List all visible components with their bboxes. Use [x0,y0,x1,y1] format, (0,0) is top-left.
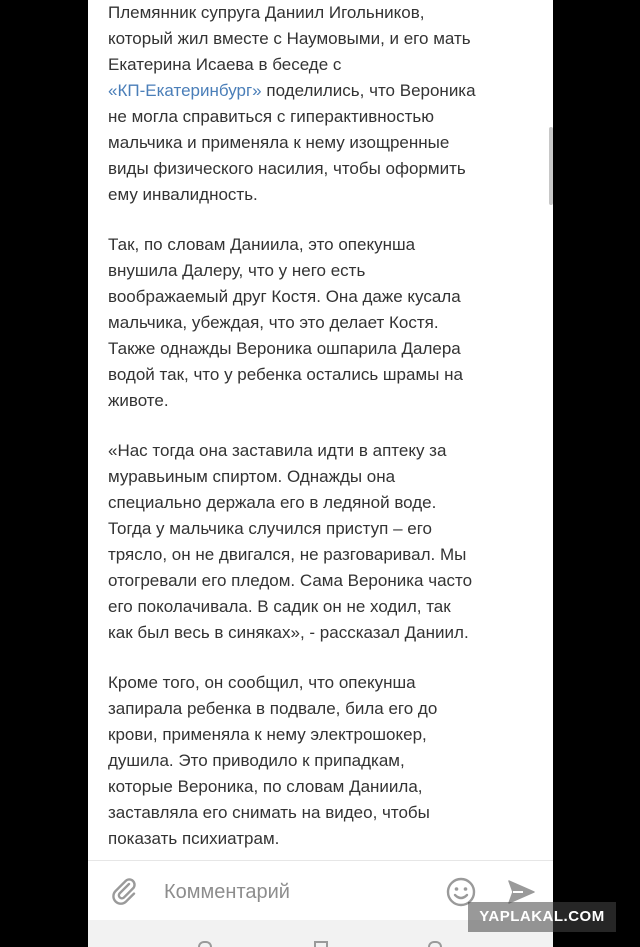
paragraph-2 [108,232,538,414]
text-line: специально держала его в ледяной воде. [108,493,437,512]
text-line: показать психиатрам. [108,829,280,848]
text-line: виды физического насилия, чтобы оформить [108,159,466,178]
back-nav-icon[interactable] [198,941,212,947]
text-line: как был весь в синяках», - рассказал Даниил. [108,623,469,642]
paragraph-3 [108,438,538,646]
paperclip-icon[interactable] [108,875,140,907]
text-line: не могла справиться с гиперактивностью [108,107,435,126]
text-line: муравьиным спиртом. Однажды она [108,467,396,486]
text-line: Также однажды Вероника ошпарила Далера [108,339,461,358]
home-nav-icon[interactable] [314,941,328,947]
text-line: Тогда у мальчика случился приступ – его [108,519,432,538]
recent-apps-nav-icon[interactable] [428,941,442,947]
text-line: который жил вместе с Наумовыми, и его мать [108,29,471,48]
screen [88,0,553,947]
article-body [108,0,538,876]
text-line: его поколачивала. В садик он не ходил, так [108,597,451,616]
text-line: мальчика, убеждая, что это делает Костя. [108,313,439,332]
text-line: животе. [108,391,169,410]
source-link[interactable]: «КП-Екатеринбург» [108,81,262,100]
text-line: воображаемый друг Костя. Она даже кусала [108,287,461,306]
text-line: Так, по словам Даниила, это опекунша [108,235,416,254]
text-line: водой так, что у ребенка остались шрамы на [108,365,463,384]
text-line: трясло, он не двигался, не разговаривал. Мы [108,545,467,564]
text-line: мальчика и применяла к нему изощренные [108,133,450,152]
text-line: отогревали его пледом. Сама Вероника часто [108,571,473,590]
comment-input[interactable] [162,876,436,908]
link-tail-text: поделились, что Вероника [261,81,476,100]
text-line: Племянник супруга Даниил Игольников, [108,3,425,22]
text-line-with-link [108,78,538,104]
text-line: ему инвалидность. [108,185,258,204]
text-line: крови, применяла к нему электрошокер, [108,725,427,744]
text-line: внушила Далеру, что у него есть [108,261,366,280]
text-line: душила. Это приводило к припадкам, [108,751,405,770]
text-line: Екатерина Исаева в беседе с [108,55,342,74]
text-line: запирала ребенка в подвале, била его до [108,699,438,718]
text-line: «Нас тогда она заставила идти в аптеку за [108,441,447,460]
text-line: заставляла его снимать на видео, чтобы [108,803,430,822]
paragraph-4 [108,670,538,852]
watermark: YAPLAKAL.COM [468,902,616,932]
text-line: которые Вероника, по словам Даниила, [108,777,423,796]
text-line: Кроме того, он сообщил, что опекунша [108,673,416,692]
paragraph-1 [108,0,538,208]
scrollbar-thumb[interactable] [549,127,553,205]
